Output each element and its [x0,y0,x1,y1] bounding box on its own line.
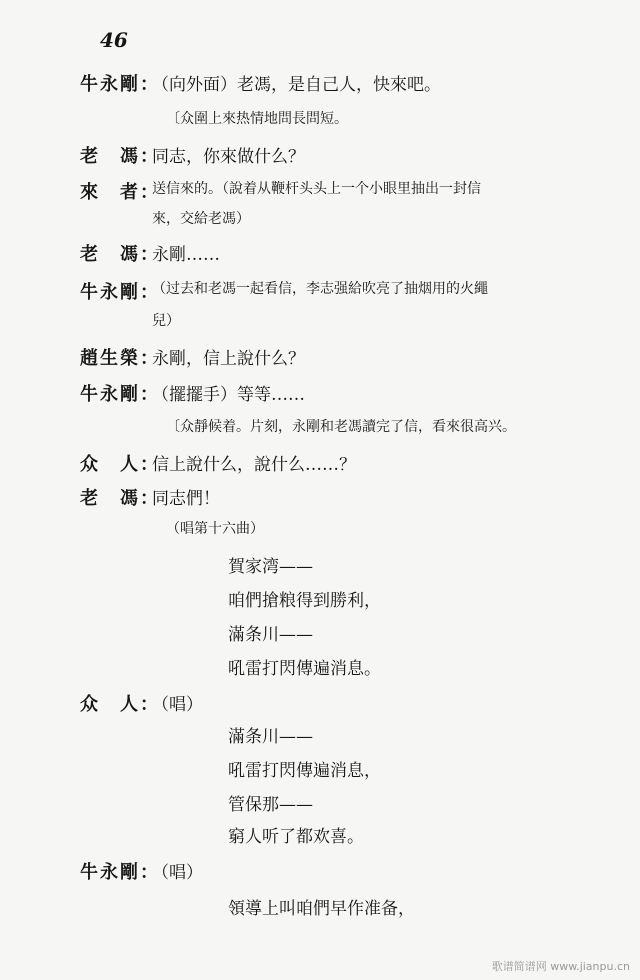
speaker-label: 趙生榮： [80,348,160,369]
dialog-text: 同志們！ [152,489,220,509]
dialog-text: 來，交給老馮） [152,211,250,227]
song-text: 咱們搶粮得到勝利， [228,591,381,611]
speaker-label: 來 者： [80,182,160,203]
speaker-label: 老 馮： [80,244,160,265]
stage-text: 〔众靜候着。片刻，永剛和老馮讀完了信，看來很高兴。 [166,419,516,435]
dialog-text: （向外面）老馮，是自己人，快來吧。 [152,75,441,95]
dialog-text: 信上說什么，說什么……？ [152,455,356,475]
dialog-text: （擺擺手）等等…… [152,385,305,405]
dialog-text: 兒） [152,313,180,329]
song-text: 滿条川—— [228,727,313,747]
speaker-label: 众 人： [80,694,160,715]
speaker-label: 老 馮： [80,146,160,167]
dialog-text: 永剛，信上說什么？ [152,349,305,369]
dialog-text: （唱） [152,863,203,883]
song-text: 賀家湾—— [228,557,313,577]
stage-text: 〔众圍上來热情地問長問短。 [166,111,348,127]
dialog-text: （唱） [152,695,203,715]
speaker-label: 牛永剛： [80,74,160,95]
speaker-label: 老 馮： [80,488,160,509]
watermark: 歌谱简谱网 www.jianpu.cn [491,960,630,973]
speaker-label: 牛永剛： [80,384,160,405]
song-text: 吼雷打閃傳遍消息， [228,761,381,781]
dialog-text: 永剛…… [152,245,220,265]
speaker-label: 牛永剛： [80,282,160,303]
page-number: 46 [100,28,128,52]
speaker-label: 众 人： [80,454,160,475]
song-text: 領導上叫咱們早作准备， [228,899,415,919]
song-text: 滿条川—— [228,625,313,645]
song-text: 管保那—— [228,795,313,815]
dialog-text: 同志，你來做什么？ [152,147,305,167]
stage-text: （唱第十六曲） [166,521,264,537]
dialog-text: 送信來的。（說着从鞭杆头头上一个小眼里抽出一封信 [152,181,481,197]
song-text: 吼雷打閃傳遍消息。 [228,659,381,679]
song-text: 窮人听了都欢喜。 [228,827,364,847]
dialog-text: （过去和老馮一起看信，李志强給吹亮了抽烟用的火繩 [152,281,488,297]
speaker-label: 牛永剛： [80,862,160,883]
